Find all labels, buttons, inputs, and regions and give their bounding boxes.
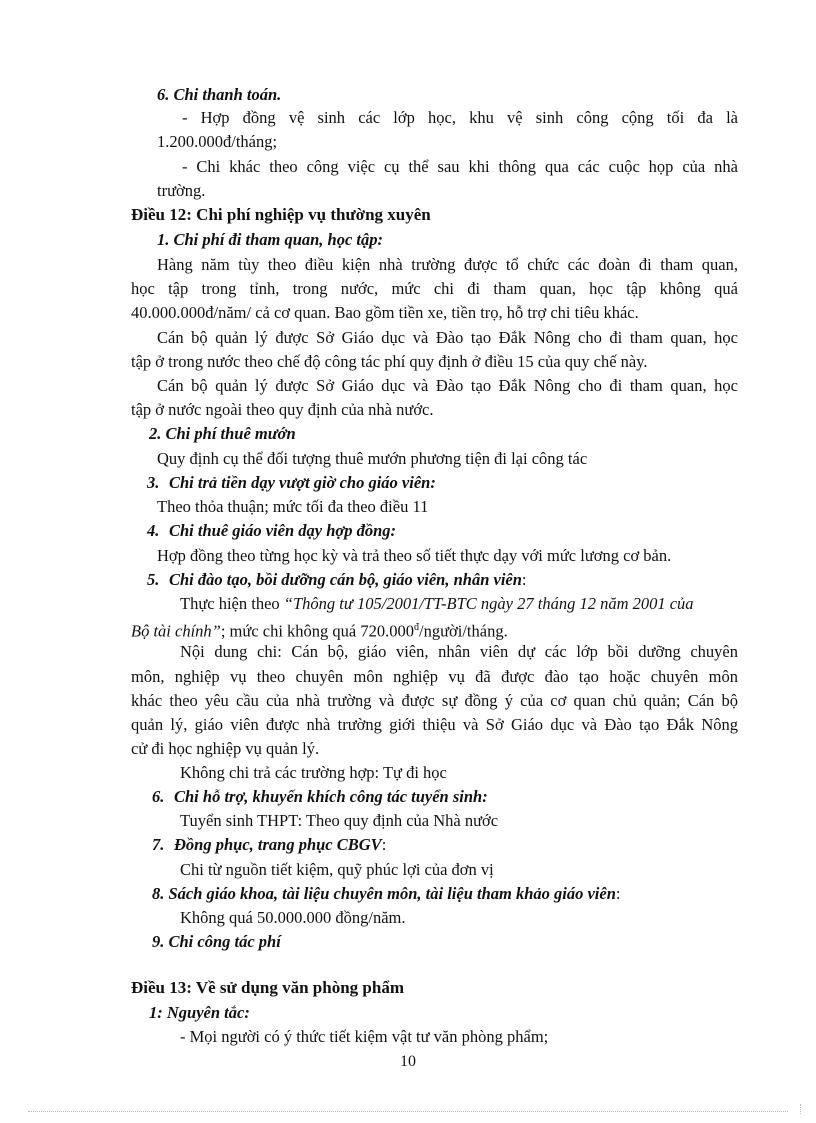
item-5-p2-line1: Nội dung chi: Cán bộ, giáo viên, nhân viên dự các lớp bồi dưỡng chuyên — [180, 642, 738, 661]
item-5-p3: Không chi trả các trường hợp: Tự đi học — [180, 763, 447, 782]
item-7-number: 7. — [152, 835, 165, 854]
item-4-number: 4. — [147, 521, 160, 540]
section-6-p1-line2: 1.200.000đ/tháng; — [157, 132, 278, 151]
item-4-title: Chi thuê giáo viên dạy hợp đồng: — [169, 521, 397, 540]
item-8-title: 8. Sách giáo khoa, tài liệu chuyên môn, tài liệu tham khảo giáo viên — [152, 884, 616, 903]
item-5-line1 — [180, 593, 694, 615]
section-6-p2-line2: trường. — [157, 181, 206, 200]
item-1-p2-line1: Cán bộ quản lý được Sở Giáo dục và Đào tạo Đắk Nông cho đi tham quan, học — [157, 328, 738, 347]
item-8-title-line — [152, 883, 620, 905]
item-5-p2-line5: cử đi học nghiệp vụ quản lý. — [131, 739, 320, 758]
dieu-13-heading: Điều 13: Về sử dụng văn phòng phẩm — [131, 978, 404, 997]
dieu-12-heading: Điều 12: Chi phí nghiệp vụ thường xuyên — [131, 205, 431, 224]
item-5-limit: ; mức chi không quá 720.000 — [220, 621, 415, 641]
item-3-text: Theo thỏa thuận; mức tối đa theo điều 11 — [157, 497, 429, 516]
item-5-number: 5. — [147, 570, 160, 589]
item-7-text: Chi từ nguồn tiết kiệm, quỹ phúc lợi của đơn vị — [180, 860, 494, 879]
item-6-title-line — [152, 786, 488, 808]
item-1-p1-line2: học tập trong tỉnh, trong nước, mức chi đi tham quan, học tập không quá — [131, 279, 738, 298]
item-1-p2-line2: tập ở trong nước theo chế độ công tác phí quy định ở điều 15 của quy chế này. — [131, 352, 648, 371]
item-8-text: Không quá 50.000.000 đồng/năm. — [180, 908, 406, 927]
item-3-title-line — [147, 472, 436, 494]
item-3-number: 3. — [147, 473, 160, 492]
item-5-title: Chi đào tạo, bồi dưỡng cán bộ, giáo viên, nhân viên — [169, 570, 522, 589]
item-5-line1-prefix: Thực hiện theo — [180, 594, 284, 613]
item-4-text: Hợp đồng theo từng học kỳ và trả theo số tiết thực dạy với mức lương cơ bản. — [157, 546, 672, 565]
section-6-p2-line1: - Chi khác theo công việc cụ thể sau khi thông qua các cuộc họp của nhà — [182, 157, 738, 176]
item-5-p2-line2: môn, nghiệp vụ theo chuyên môn nghiệp vụ đã được đào tạo hoặc chuyên môn — [131, 667, 738, 686]
item-7-title-suffix: : — [381, 835, 387, 854]
dieu-13-item-1-title: 1: Nguyên tắc: — [149, 1003, 250, 1022]
dieu-13-item-1-text: - Mọi người có ý thức tiết kiệm vật tư văn phòng phẩm; — [180, 1027, 549, 1046]
item-1-title: 1. Chi phí đi tham quan, học tập: — [157, 230, 384, 249]
item-6-number: 6. — [152, 787, 165, 806]
item-9-title: 9. Chi công tác phí — [152, 932, 281, 951]
item-3-title: Chi trả tiền dạy vượt giờ cho giáo viên: — [169, 473, 436, 492]
item-5-limit-unit: /người/tháng. — [419, 621, 508, 641]
item-1-p3-line1: Cán bộ quản lý được Sở Giáo dục và Đào tạo Đắk Nông cho đi tham quan, học — [157, 376, 738, 395]
item-8-title-suffix: : — [615, 884, 621, 903]
item-4-title-line — [147, 520, 396, 542]
item-5-ministry: Bộ tài chính” — [131, 621, 221, 641]
item-5-circular-ref: “Thông tư 105/2001/TT-BTC ngày 27 tháng 12 năm 2001 của — [283, 594, 694, 613]
item-5-title-suffix: : — [521, 570, 527, 589]
item-1-p1-line3: 40.000.000đ/năm/ cả cơ quan. Bao gồm tiền xe, tiền trọ, hỗ trợ chi tiêu khác. — [131, 303, 639, 322]
section-6-p1-line1: - Hợp đồng vệ sinh các lớp học, khu vệ sinh công cộng tối đa là — [182, 108, 738, 127]
page-number: 10 — [400, 1053, 416, 1070]
item-5-currency-sup: đ — [414, 622, 420, 633]
item-1-p1-line1: Hàng năm tùy theo điều kiện nhà trường được tổ chức các đoàn đi tham quan, — [157, 255, 738, 274]
item-2-text: Quy định cụ thể đối tượng thuê mướn phương tiện đi lại công tác — [157, 449, 588, 468]
item-6-text: Tuyển sinh THPT: Theo quy định của Nhà nước — [180, 811, 499, 830]
item-5-title-line — [147, 569, 527, 591]
page-corner-mark — [800, 1104, 811, 1114]
item-5-p2-line3: khác theo yêu cầu của nhà trường và được sự đồng ý của cơ quan chủ quản; Cán bộ — [131, 691, 738, 710]
item-5-p2-line4: quản lý, giáo viên được nhà trường giới thiệu và Sở Giáo dục và Đào tạo Đắk Nông — [131, 715, 738, 734]
page-bottom-divider — [28, 1111, 788, 1112]
item-5-line2 — [131, 617, 508, 643]
section-6-title: 6. Chi thanh toán. — [157, 85, 282, 104]
item-1-p3-line2: tập ở nước ngoài theo quy định của nhà nước. — [131, 400, 434, 419]
item-2-title: 2. Chi phí thuê mướn — [149, 424, 296, 443]
item-6-title: Chi hỗ trợ, khuyến khích công tác tuyển sinh: — [174, 787, 488, 806]
item-7-title-line — [152, 834, 386, 856]
item-7-title: Đồng phục, trang phục CBGV — [174, 835, 382, 854]
